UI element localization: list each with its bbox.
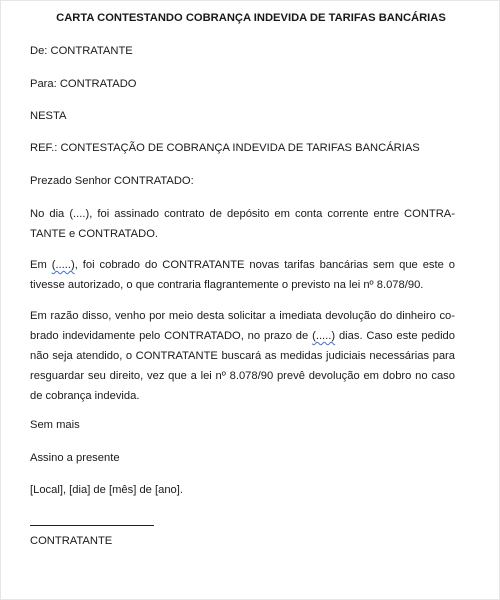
- sign-intro-line: Assino a presente: [30, 452, 120, 464]
- text-fragment: dias. Caso este pedido: [335, 330, 455, 342]
- paragraph-contract: [30, 204, 455, 244]
- reference-line: REF.: CONTESTAÇÃO DE COBRANÇA INDEVIDA DE TARIFAS BANCÁRIAS: [30, 142, 420, 154]
- days-placeholder: (.....): [312, 330, 336, 342]
- paragraph-line: Em razão disso, venho por meio desta solicitar a imediata devolução do dinheiro co-: [30, 310, 455, 322]
- text-fragment: , foi cobrado do CONTRATANTE novas tarifas bancárias sem que este o: [74, 259, 455, 271]
- place-date-line: [Local], [dia] de [mês] de [ano].: [30, 484, 183, 496]
- paragraph-line: tivesse autorizado, o que contraria flagrantemente o previsto na lei nº 8.078/90.: [30, 279, 424, 291]
- paragraph-line: [30, 326, 455, 346]
- paragraph-line: de cobrança indevida.: [30, 390, 140, 402]
- nesta-line: NESTA: [30, 110, 67, 122]
- text-fragment: Em: [30, 259, 52, 271]
- signature-line: [30, 525, 154, 526]
- from-line: De: CONTRATANTE: [30, 45, 133, 57]
- salutation: Prezado Senhor CONTRATADO:: [30, 175, 194, 187]
- document-title: CARTA CONTESTANDO COBRANÇA INDEVIDA DE TARIFAS BANCÁRIAS: [56, 12, 446, 24]
- to-line: Para: CONTRATADO: [30, 78, 137, 90]
- paragraph-request: [30, 306, 455, 406]
- signature-name: CONTRATANTE: [30, 535, 113, 547]
- date-placeholder: (.....): [51, 259, 75, 271]
- paragraph-line: [30, 255, 455, 275]
- paragraph-line: resguardar seu direito, vez que a lei nº 8.078/90 prevê devolução em dobro no caso: [30, 370, 455, 382]
- paragraph-charge: [30, 255, 455, 295]
- text-fragment: brado indevidamente pelo CONTRATADO, no prazo de: [30, 330, 313, 342]
- paragraph-line: TANTE e CONTRATADO.: [30, 228, 159, 240]
- closing-line: Sem mais: [30, 419, 80, 431]
- paragraph-line: não seja atendido, o CONTRATANTE buscará as medidas judiciais necessárias para: [30, 350, 455, 362]
- paragraph-line: No dia (....), foi assinado contrato de depósito em conta corrente entre CONTRA-: [30, 208, 455, 220]
